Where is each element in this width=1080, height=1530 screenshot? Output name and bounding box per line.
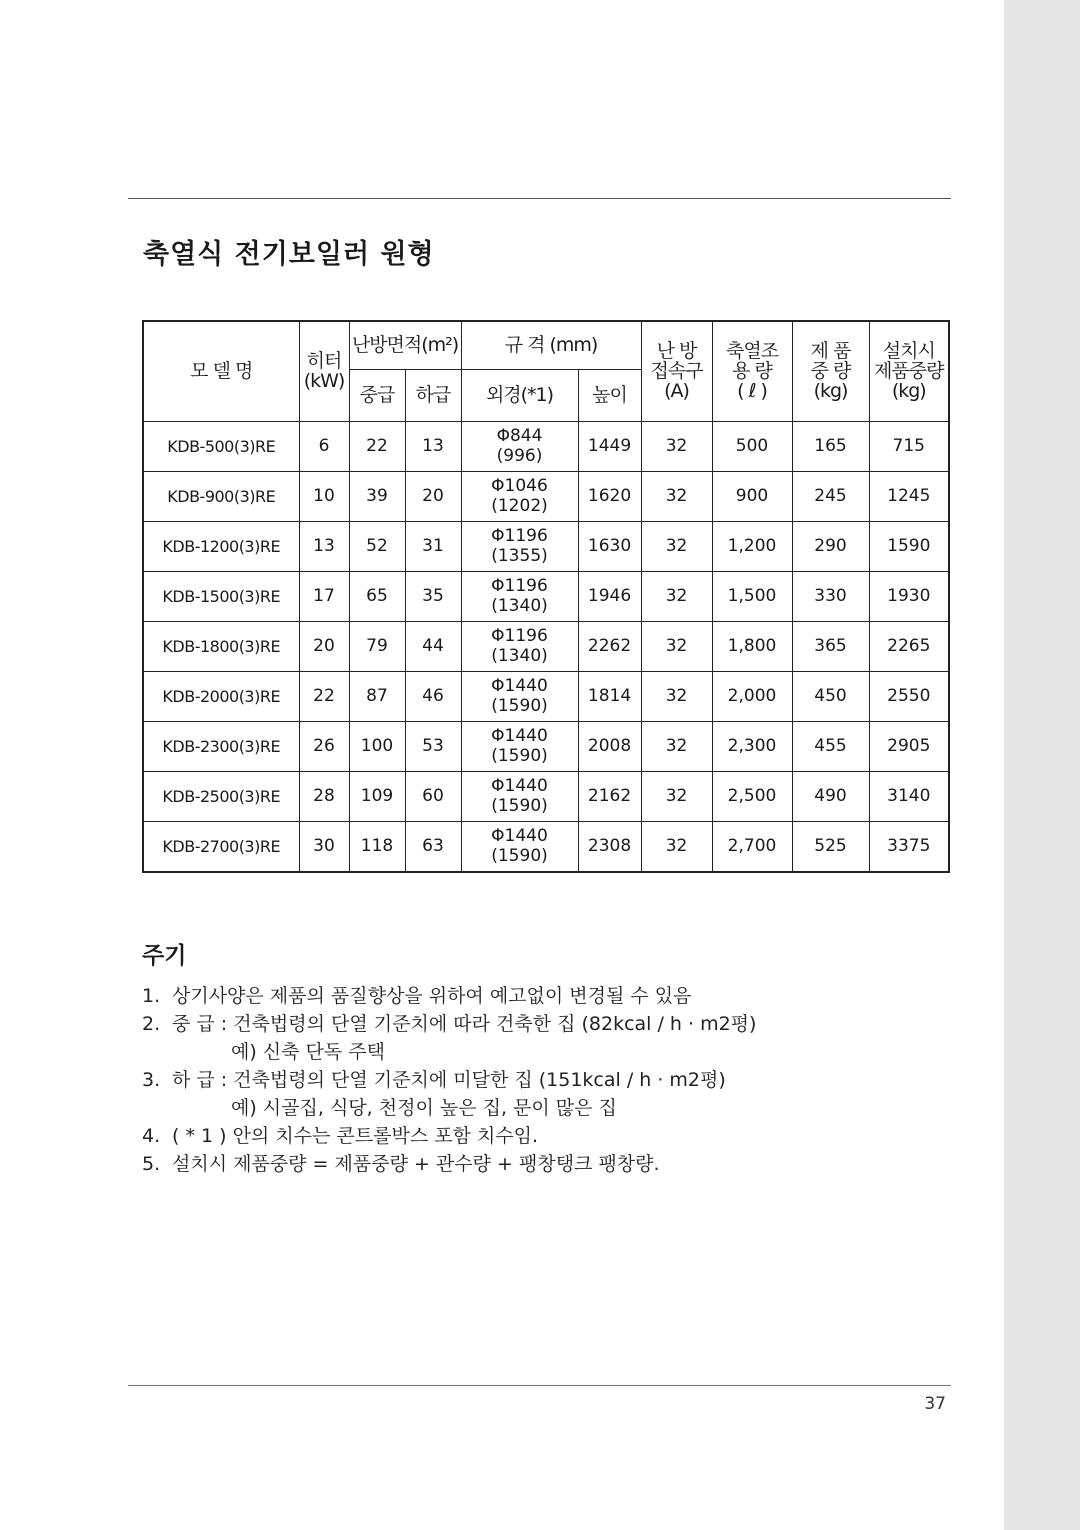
- cell-connection: 32: [641, 671, 712, 721]
- cell-area-mid: 79: [349, 621, 405, 671]
- cell-model: KDB-1200(3)RE: [143, 521, 299, 571]
- header-capacity: 축열조 용 량 ( ℓ ): [712, 321, 792, 421]
- cell-area-low: 46: [405, 671, 461, 721]
- cell-install-weight: 1590: [869, 521, 949, 571]
- note-text: 하 급 : 건축법령의 단열 기준치에 미달한 집 (151kcal / h · m2평): [172, 1069, 726, 1091]
- cell-capacity: 2,300: [712, 721, 792, 771]
- cell-capacity: 1,200: [712, 521, 792, 571]
- cell-model: KDB-900(3)RE: [143, 471, 299, 521]
- spec-table: [142, 320, 950, 873]
- header-connection: 난 방 접속구 (A): [641, 321, 712, 421]
- cell-height: 2262: [578, 621, 641, 671]
- cell-area-low: 44: [405, 621, 461, 671]
- page-number: 37: [924, 1394, 946, 1414]
- cell-diameter: Φ1440 (1590): [461, 671, 578, 721]
- header-spec: 규 격 (mm): [461, 321, 641, 369]
- cell-diameter: Φ1440 (1590): [461, 821, 578, 872]
- cell-heater: 10: [299, 471, 349, 521]
- header-model: 모 델 명: [143, 321, 299, 421]
- cell-model: KDB-1500(3)RE: [143, 571, 299, 621]
- cell-height: 1620: [578, 471, 641, 521]
- cell-area-mid: 39: [349, 471, 405, 521]
- note-text: 상기사양은 제품의 품질향상을 위하여 예고없이 변경될 수 있음: [172, 985, 692, 1007]
- cell-weight: 290: [792, 521, 869, 571]
- cell-weight: 365: [792, 621, 869, 671]
- bottom-rule: [128, 1385, 951, 1386]
- header-spec-diameter: 외경(*1): [461, 369, 578, 421]
- note-item: [142, 1010, 982, 1038]
- cell-connection: 32: [641, 421, 712, 471]
- cell-install-weight: 2905: [869, 721, 949, 771]
- cell-connection: 32: [641, 621, 712, 671]
- cell-area-low: 53: [405, 721, 461, 771]
- cell-area-low: 20: [405, 471, 461, 521]
- header-heater: 히터 (kW): [299, 321, 349, 421]
- table-row: [143, 421, 949, 471]
- cell-area-mid: 22: [349, 421, 405, 471]
- cell-model: KDB-1800(3)RE: [143, 621, 299, 671]
- cell-connection: 32: [641, 571, 712, 621]
- table-body: [143, 421, 949, 872]
- cell-weight: 165: [792, 421, 869, 471]
- cell-diameter: Φ1440 (1590): [461, 771, 578, 821]
- cell-connection: 32: [641, 721, 712, 771]
- note-number: 1.: [142, 985, 161, 1007]
- note-number: 5.: [142, 1153, 161, 1175]
- cell-area-mid: 118: [349, 821, 405, 872]
- cell-weight: 525: [792, 821, 869, 872]
- top-rule: [128, 198, 951, 199]
- note-item: [142, 1066, 982, 1094]
- cell-diameter: Φ1196 (1340): [461, 621, 578, 671]
- cell-heater: 6: [299, 421, 349, 471]
- cell-area-low: 13: [405, 421, 461, 471]
- cell-model: KDB-2300(3)RE: [143, 721, 299, 771]
- table-row: [143, 471, 949, 521]
- cell-diameter: Φ1046 (1202): [461, 471, 578, 521]
- note-text: ( * 1 ) 안의 치수는 콘트롤박스 포함 치수임.: [172, 1125, 539, 1147]
- cell-heater: 30: [299, 821, 349, 872]
- table-row: [143, 771, 949, 821]
- cell-capacity: 500: [712, 421, 792, 471]
- page-title: 축열식 전기보일러 원형: [143, 239, 435, 270]
- table-row: [143, 671, 949, 721]
- note-number: 2.: [142, 1013, 161, 1035]
- cell-area-mid: 87: [349, 671, 405, 721]
- cell-install-weight: 2550: [869, 671, 949, 721]
- cell-capacity: 2,000: [712, 671, 792, 721]
- cell-heater: 28: [299, 771, 349, 821]
- cell-area-mid: 109: [349, 771, 405, 821]
- cell-install-weight: 3140: [869, 771, 949, 821]
- cell-capacity: 1,500: [712, 571, 792, 621]
- cell-diameter: Φ1440 (1590): [461, 721, 578, 771]
- cell-heater: 13: [299, 521, 349, 571]
- cell-height: 1449: [578, 421, 641, 471]
- header-area-mid: 중급: [349, 369, 405, 421]
- cell-diameter: Φ1196 (1340): [461, 571, 578, 621]
- table-row: [143, 571, 949, 621]
- header-area-low: 하급: [405, 369, 461, 421]
- cell-install-weight: 1930: [869, 571, 949, 621]
- cell-model: KDB-2700(3)RE: [143, 821, 299, 872]
- header-weight: 제 품 중 량 (kg): [792, 321, 869, 421]
- cell-height: 2008: [578, 721, 641, 771]
- cell-area-mid: 65: [349, 571, 405, 621]
- cell-model: KDB-500(3)RE: [143, 421, 299, 471]
- cell-heater: 20: [299, 621, 349, 671]
- cell-connection: 32: [641, 471, 712, 521]
- cell-height: 2162: [578, 771, 641, 821]
- cell-height: 1946: [578, 571, 641, 621]
- cell-capacity: 900: [712, 471, 792, 521]
- note-item: [142, 1122, 982, 1150]
- table-row: [143, 621, 949, 671]
- note-text: 설치시 제품중량 = 제품중량 + 관수량 + 팽창탱크 팽창량.: [172, 1153, 660, 1175]
- cell-heater: 22: [299, 671, 349, 721]
- cell-height: 2308: [578, 821, 641, 872]
- table-row: [143, 821, 949, 872]
- note-item: [142, 982, 982, 1010]
- cell-capacity: 2,700: [712, 821, 792, 872]
- cell-area-low: 60: [405, 771, 461, 821]
- cell-connection: 32: [641, 521, 712, 571]
- notes-title: 주기: [142, 943, 187, 969]
- note-item: [142, 1150, 982, 1178]
- cell-area-mid: 100: [349, 721, 405, 771]
- cell-weight: 330: [792, 571, 869, 621]
- cell-diameter: Φ1196 (1355): [461, 521, 578, 571]
- side-strip: [1004, 0, 1080, 1530]
- header-heating-area: 난방면적(m²): [349, 321, 461, 369]
- note-example: 예) 신축 단독 주택: [231, 1041, 386, 1063]
- cell-install-weight: 1245: [869, 471, 949, 521]
- table-header: [143, 321, 949, 421]
- cell-connection: 32: [641, 771, 712, 821]
- cell-model: KDB-2000(3)RE: [143, 671, 299, 721]
- cell-install-weight: 3375: [869, 821, 949, 872]
- cell-weight: 490: [792, 771, 869, 821]
- cell-capacity: 1,800: [712, 621, 792, 671]
- note-text: 중 급 : 건축법령의 단열 기준치에 따라 건축한 집 (82kcal / h · m2평): [172, 1013, 757, 1035]
- notes-list: [142, 982, 982, 1178]
- cell-model: KDB-2500(3)RE: [143, 771, 299, 821]
- cell-heater: 26: [299, 721, 349, 771]
- cell-height: 1630: [578, 521, 641, 571]
- cell-install-weight: 2265: [869, 621, 949, 671]
- cell-weight: 245: [792, 471, 869, 521]
- cell-diameter: Φ844 (996): [461, 421, 578, 471]
- header-install-weight: 설치시 제품중량 (kg): [869, 321, 949, 421]
- header-spec-height: 높이: [578, 369, 641, 421]
- note-example: 예) 시골집, 식당, 천정이 높은 집, 문이 많은 집: [231, 1097, 617, 1119]
- cell-capacity: 2,500: [712, 771, 792, 821]
- cell-install-weight: 715: [869, 421, 949, 471]
- cell-height: 1814: [578, 671, 641, 721]
- cell-heater: 17: [299, 571, 349, 621]
- table-row: [143, 521, 949, 571]
- cell-area-low: 35: [405, 571, 461, 621]
- cell-weight: 450: [792, 671, 869, 721]
- cell-area-mid: 52: [349, 521, 405, 571]
- cell-area-low: 31: [405, 521, 461, 571]
- table-row: [143, 721, 949, 771]
- cell-weight: 455: [792, 721, 869, 771]
- note-number: 3.: [142, 1069, 161, 1091]
- note-number: 4.: [142, 1125, 161, 1147]
- cell-connection: 32: [641, 821, 712, 872]
- cell-area-low: 63: [405, 821, 461, 872]
